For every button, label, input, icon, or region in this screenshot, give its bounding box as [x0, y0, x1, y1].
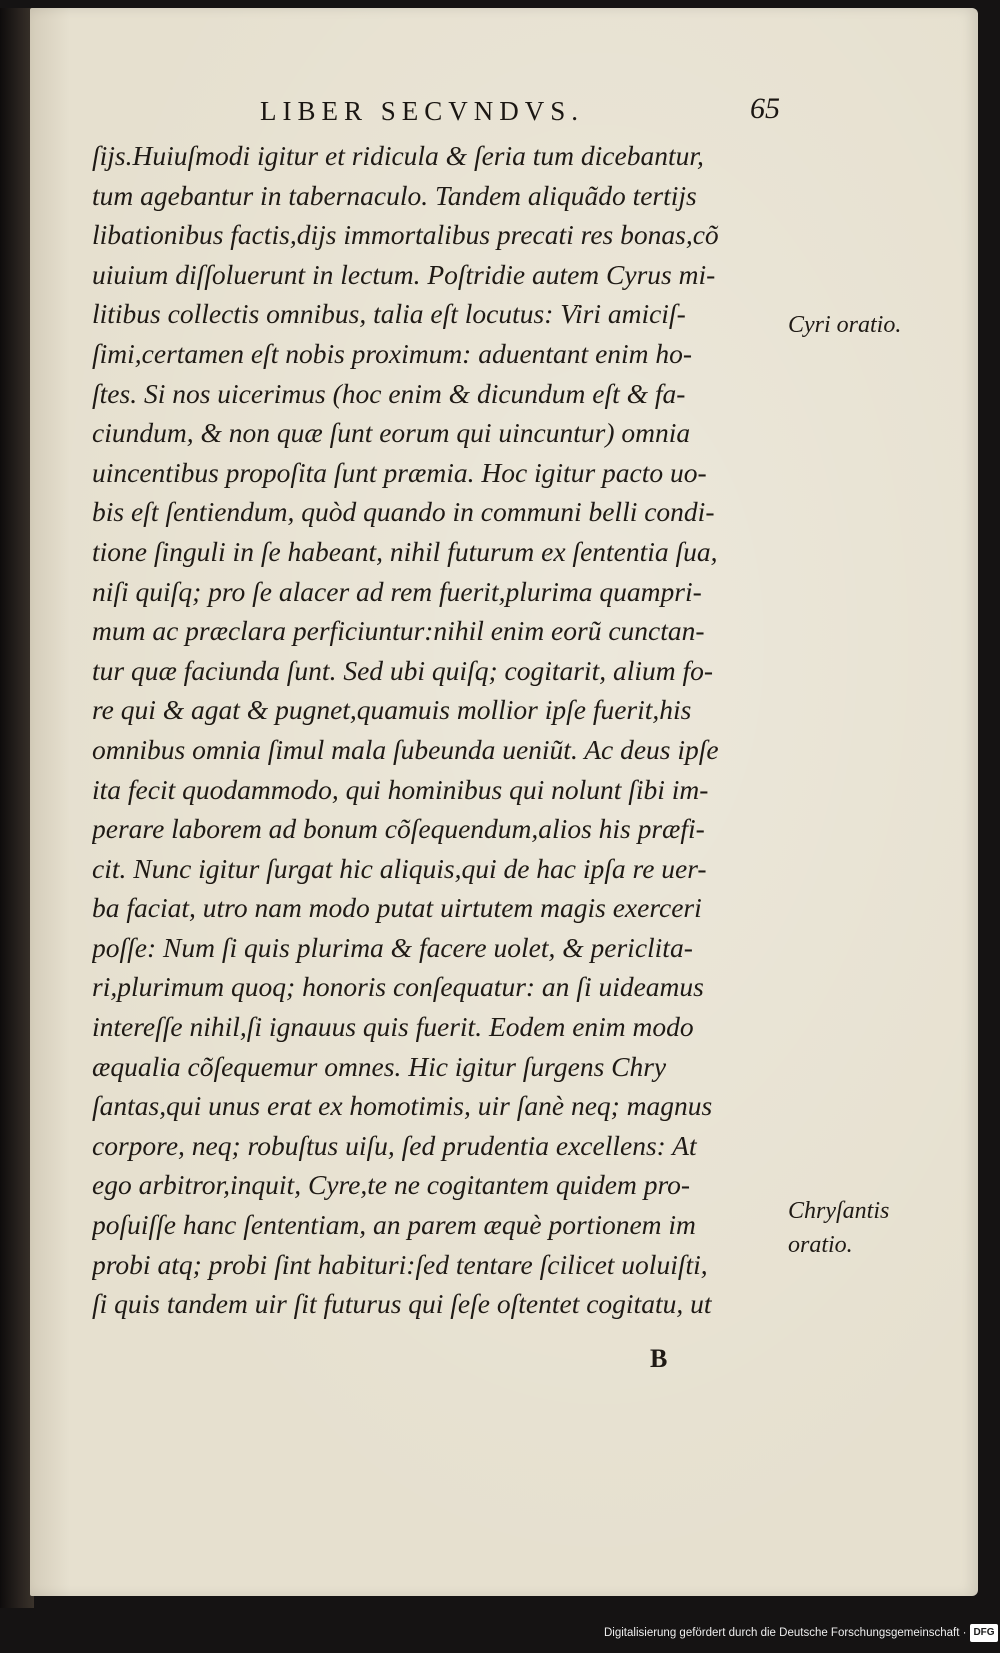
margin-note-line: oratio.: [788, 1232, 853, 1258]
text-line: intereſſe nihil,ſi ignauus quis fuerit. Eodem enim modo: [92, 1011, 694, 1043]
text-line: probi atq; probi ſint habituri:ſed tentare ſcilicet uoluiſti,: [92, 1248, 708, 1280]
text-line: omnibus omnia ſimul mala ſubeunda ueniũt. Ac deus ipſe: [92, 733, 719, 765]
text-line: litibus collectis omnibus, talia eſt locutus: Viri amiciſ-: [92, 298, 686, 330]
text-line: libationibus factis,dijs immortalibus precati res bonas,cõ: [92, 219, 719, 251]
running-head: LIBER SECVNDVS.: [260, 96, 585, 126]
text-line: re qui & agat & pugnet,quamuis mollior ipſe fuerit,his: [92, 694, 692, 726]
text-line: uiuium diſſoluerunt in lectum. Poſtridie autem Cyrus mi-: [92, 258, 716, 290]
text-line: tur quæ faciunda ſunt. Sed ubi quiſq; cogitarit, alium fo-: [92, 654, 714, 686]
body-text: [92, 136, 782, 1324]
text-line: ba faciat, utro nam modo putat uirtutem magis exerceri: [92, 892, 702, 924]
signature-mark: B: [650, 1344, 668, 1373]
margin-note-cyri: Cyri oratio.: [788, 312, 902, 338]
text-line: ſimi,certamen eſt nobis proximum: aduentant enim ho-: [92, 337, 693, 369]
book-gutter: [0, 8, 34, 1608]
text-line: ſantas,qui unus erat ex homotimis, uir ſanè neq; magnus: [92, 1090, 713, 1122]
text-line: ſijs.Huiuſmodi igitur et ridicula & ſeria tum dicebantur,: [92, 140, 704, 171]
text-line: tione ſinguli in ſe habeant, nihil futurum ex ſententia ſua,: [92, 535, 718, 567]
text-line: ſi quis tandem uir ſit futurus qui ſeſe oſtentet cogitatu, ut: [92, 1288, 712, 1320]
dfg-logo: DFG: [970, 1624, 998, 1642]
text-line: poſuiſſe hanc ſententiam, an parem æquè portionem im: [92, 1209, 696, 1241]
text-line: niſi quiſq; pro ſe alacer ad rem fuerit,plurima quampri-: [92, 575, 702, 607]
text-line: perare laborem ad bonum cõſequendum,alios his præfi-: [92, 813, 705, 845]
text-line: mum ac præclara perficiuntur:nihil enim eorũ cunctan-: [92, 615, 705, 647]
text-line: ciundum, & non quæ ſunt eorum qui uincuntur) omnia: [92, 417, 691, 449]
text-line: æqualia cõſequemur omnes. Hic igitur ſurgens Chry: [92, 1050, 667, 1082]
text-line: bis eſt ſentiendum, quòd quando in communi belli condi-: [92, 496, 715, 528]
margin-note-chrysantis: [788, 1194, 889, 1262]
text-line: ri,plurimum quoq; honoris conſequatur: an ſi uideamus: [92, 971, 704, 1003]
text-line: ſtes. Si nos uicerimus (hoc enim & dicundum eſt & fa-: [92, 377, 686, 409]
text-line: corpore, neq; robuſtus uiſu, ſed prudentia excellens: At: [92, 1129, 697, 1161]
page-number: 65: [750, 92, 780, 125]
text-line: ego arbitror,inquit, Cyre,te ne cogitantem quidem pro-: [92, 1169, 691, 1201]
text-line: ita fecit quodammodo, qui hominibus qui nolunt ſibi im-: [92, 773, 709, 805]
text-line: cit. Nunc igitur ſurgat hic aliquis,qui de hac ipſa re uer-: [92, 852, 707, 884]
text-line: tum agebantur in tabernaculo. Tandem aliquãdo tertijs: [92, 179, 697, 211]
text-line: uincentibus propoſita ſunt præmia. Hoc igitur pacto uo-: [92, 456, 707, 488]
text-line: poſſe: Num ſi quis plurima & facere uolet, & periclita-: [92, 931, 693, 963]
digitization-credit: Digitalisierung gefördert durch die Deutsche Forschungsgemeinschaft ·: [604, 1627, 967, 1639]
margin-note-line: Chryſantis: [788, 1198, 890, 1224]
book-page: [30, 8, 978, 1596]
